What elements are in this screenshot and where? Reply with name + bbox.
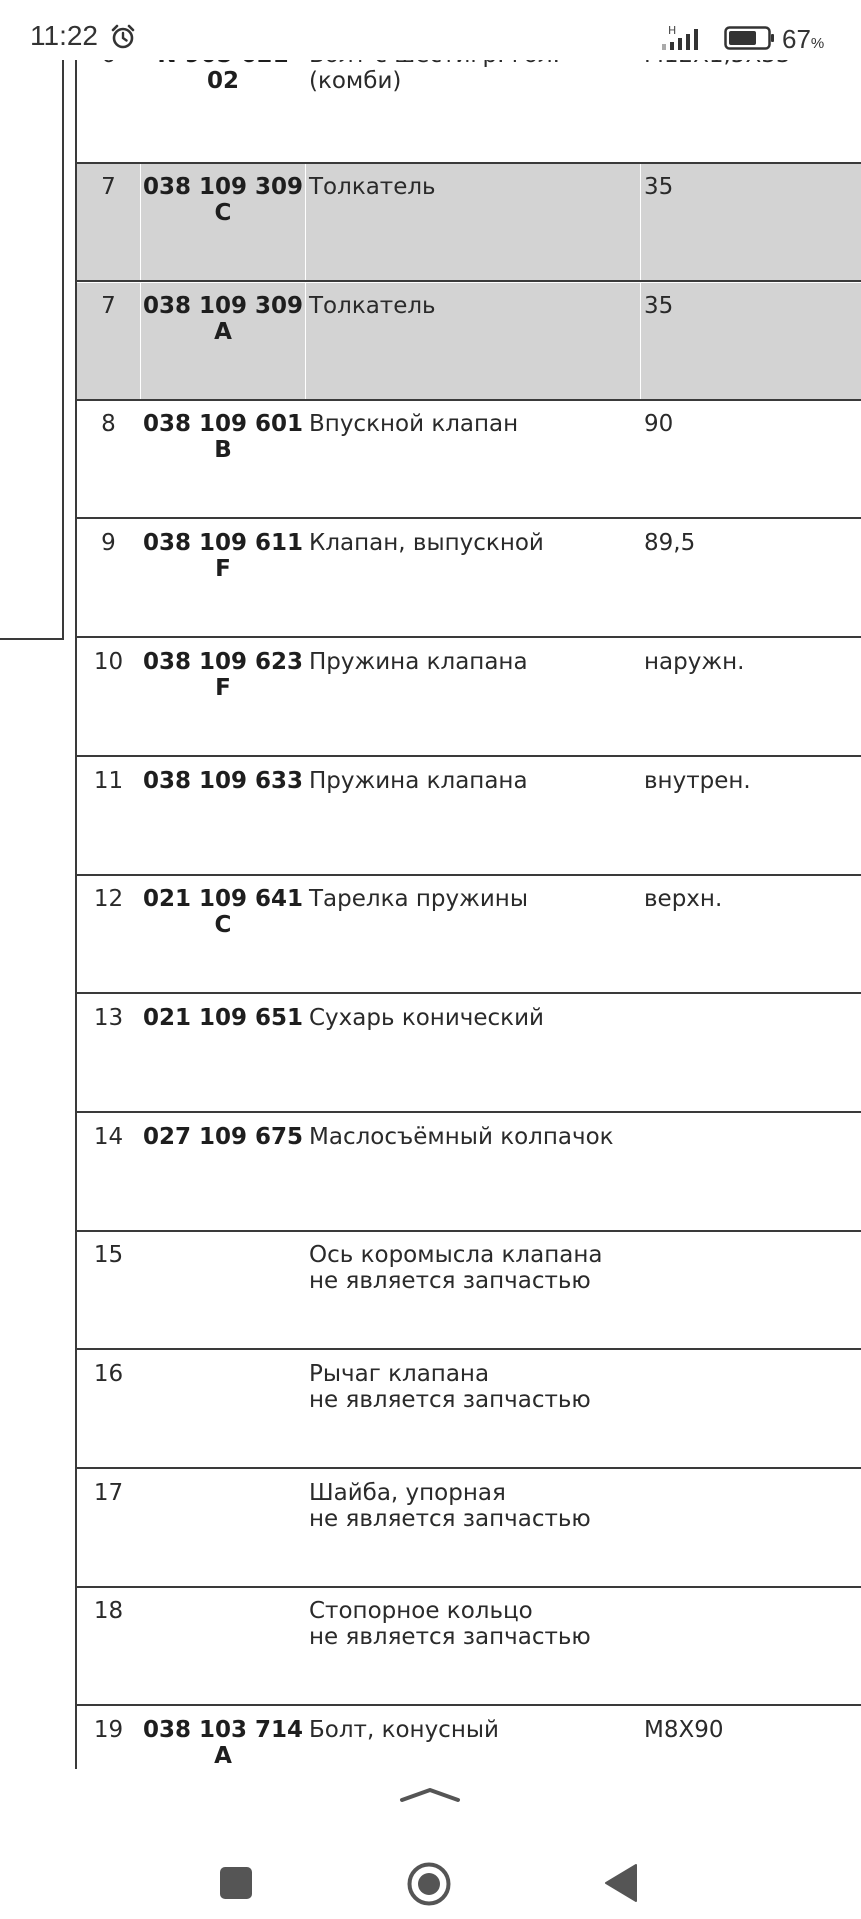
table-row[interactable] [77,1470,861,1588]
row-name-line: (комби) [309,68,402,94]
home-icon[interactable] [406,1861,452,1907]
row-pos: 14 [93,1123,124,1150]
row-name-line: Пружина клапана [309,648,528,675]
network-type-label: H [668,24,677,37]
battery-icon [724,26,776,50]
parts-table[interactable] [75,44,861,1769]
diagram-bracket-line [0,44,64,640]
row-pos: 7 [101,174,116,200]
swipe-up-icon[interactable] [398,1782,462,1806]
column-divider [640,283,641,399]
row-part-number: 021 109 641 C [142,886,304,939]
row-pos: 7 [101,292,116,319]
status-bar [0,0,861,60]
row-name-line: Стопорное кольцо [309,1598,533,1625]
row-name-line: Толкатель [309,174,436,200]
row-part-number: 038 109 611 F [142,530,304,583]
table-row[interactable] [77,758,861,876]
row-pos: 10 [93,648,124,675]
table-row[interactable] [77,995,861,1113]
row-name-line: Сухарь конический [309,1004,544,1031]
status-time: 11:22 [30,20,98,51]
row-name-line: Тарелка пружины [309,886,529,913]
row-remark: верхн. [644,886,723,913]
row-part-number: 021 109 651 [142,1004,304,1031]
row-part-number: 02 [206,68,239,94]
row-name-line: не является запчастью [309,1624,591,1651]
row-remark: M8X90 [644,1717,724,1744]
table-row[interactable] [77,1114,861,1232]
row-name [309,1480,634,1532]
row-name-line: Шайба, упорная [309,1479,506,1506]
row-name [309,1242,634,1294]
table-row[interactable] [77,401,861,519]
row-name [309,886,634,912]
row-name [309,1598,634,1650]
signal-icon [658,24,716,52]
row-name [309,1124,634,1150]
row-name [309,293,634,319]
table-row[interactable] [77,1232,861,1350]
row-part-number: 038 109 623 F [142,648,304,701]
row-pos: 13 [93,1004,124,1031]
back-icon[interactable] [604,1863,638,1903]
recents-icon[interactable] [219,1866,253,1900]
row-part-number: 038 109 309 A [142,292,304,345]
row-name [309,1717,634,1743]
row-name [309,530,634,556]
row-name-line: Впускной клапан [309,411,519,438]
row-name-line: не является запчастью [309,1387,591,1413]
row-name [309,1361,634,1413]
table-row[interactable] [77,164,861,282]
row-name-line: Клапан, выпускной [309,530,544,557]
table-row[interactable] [77,520,861,638]
row-remark: наружн. [644,648,745,675]
row-remark: 35 [644,292,674,319]
row-pos: 19 [93,1717,124,1744]
table-row[interactable] [77,283,861,401]
row-name [309,649,634,675]
row-part-number: 027 109 675 [142,1123,304,1150]
row-pos: 12 [93,886,124,913]
row-remark: внутрен. [644,767,751,794]
row-remark: 89,5 [644,530,696,557]
column-divider [640,164,641,280]
row-name-line: не является запчастью [309,1268,591,1295]
row-pos: 9 [101,530,116,557]
navigation-bar [0,1770,861,1919]
row-name-line: Пружина клапана [309,767,528,794]
row-name [309,1005,634,1031]
row-name [309,411,634,437]
row-remark: 90 [644,411,674,438]
row-pos: 17 [93,1479,124,1506]
table-row[interactable] [77,876,861,994]
row-pos: 16 [93,1361,124,1387]
table-row[interactable] [77,1588,861,1706]
row-pos: 18 [93,1598,124,1625]
table-row[interactable] [77,639,861,757]
row-name [309,768,634,794]
row-part-number: 038 109 633 [142,767,304,794]
row-name-line: Рычаг клапана [309,1361,490,1387]
row-name-line: Толкатель [309,292,436,319]
row-name-line: Маслосъёмный колпачок [309,1123,614,1150]
row-name [309,174,634,200]
row-remark: 35 [644,174,674,200]
row-pos: 11 [93,767,124,794]
row-part-number: 038 109 601 B [142,411,304,464]
row-part-number: 038 103 714 A [142,1717,304,1770]
alarm-icon [110,24,136,50]
row-pos: 15 [93,1242,124,1269]
row-name-line: Болт, конусный [309,1717,499,1744]
table-row[interactable] [77,1351,861,1469]
battery-percent: 67% [782,24,825,54]
row-part-number: 038 109 309 C [142,174,304,226]
row-pos: 8 [101,411,116,438]
row-name-line: не является запчастью [309,1505,591,1532]
row-name-line: Ось коромысла клапана [309,1242,603,1269]
